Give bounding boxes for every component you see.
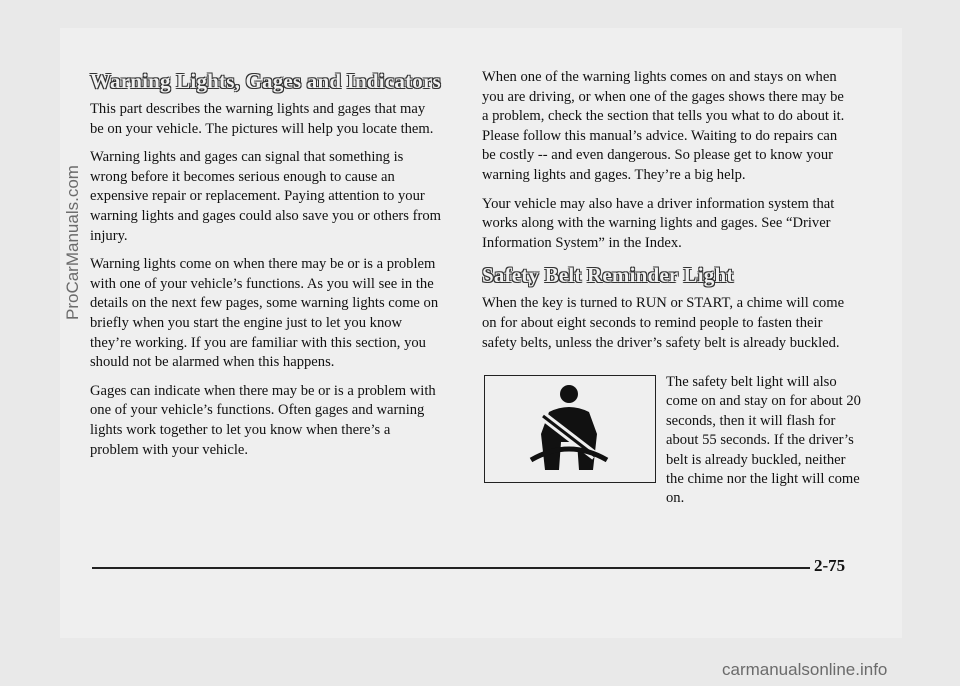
section-heading-warning-lights: Warning Lights, Gages and Indicators <box>90 69 441 93</box>
paragraph: Warning lights and gages can signal that something is wrong before it becomes serious enough to cause an expensive repair or replacement. Paying attention to your warning lights and gages could also save you or others from injury. <box>90 149 441 244</box>
paragraph: When one of the warning lights comes on and stays on when you are driving, or when one of the gages shows there may be a problem, check the section that tells you what to do about it. Please follow this manual’s advice. Waiting to do repairs can be costly -- and even dangerous. So please get to know your warning lights and gages. They’re a big help. <box>482 69 845 183</box>
paragraph: Your vehicle may also have a driver information system that works along with the warning lights and gages. See “Driver Information System” in the Index. <box>482 195 835 251</box>
page-number: 2-75 <box>814 556 846 575</box>
paragraph: Warning lights come on when there may be or is a problem with one of your vehicle’s functions. As you will see in the details on the next few pages, some warning lights come on briefly when you start the engine just to let you know they’re working. If you are familiar with this section, you should not be alarmed when this happens. <box>90 256 439 371</box>
section-heading-safety-belt: Safety Belt Reminder Light <box>482 263 734 288</box>
footer-rule <box>92 567 810 569</box>
left-column <box>90 68 442 469</box>
paragraph: When the key is turned to RUN or START, a chime will come on for about eight seconds to remind people to fasten their safety belts, unless the driver’s safety belt is already buckled. <box>482 295 845 351</box>
right-column <box>482 68 852 362</box>
bottom-watermark: carmanualsonline.info <box>722 660 888 679</box>
seatbelt-figure <box>484 375 656 483</box>
side-watermark-text: ProCarManuals.com <box>63 165 82 320</box>
paragraph: Gages can indicate when there may be or is a problem with one of your vehicle’s functions. Often gages and warning lights work together to let you know when there’s a problem with your vehicle. <box>90 382 436 458</box>
paragraph: This part describes the warning lights and gages that may be on your vehicle. The pictures will help you locate them. <box>90 101 434 137</box>
seatbelt-reminder-icon <box>485 376 654 481</box>
figure-caption: The safety belt light will also come on and stay on for about 20 seconds, then it will flash for about 55 seconds. If the driver’s belt is already buckled, neither the chime nor the light will come on. <box>666 374 861 507</box>
